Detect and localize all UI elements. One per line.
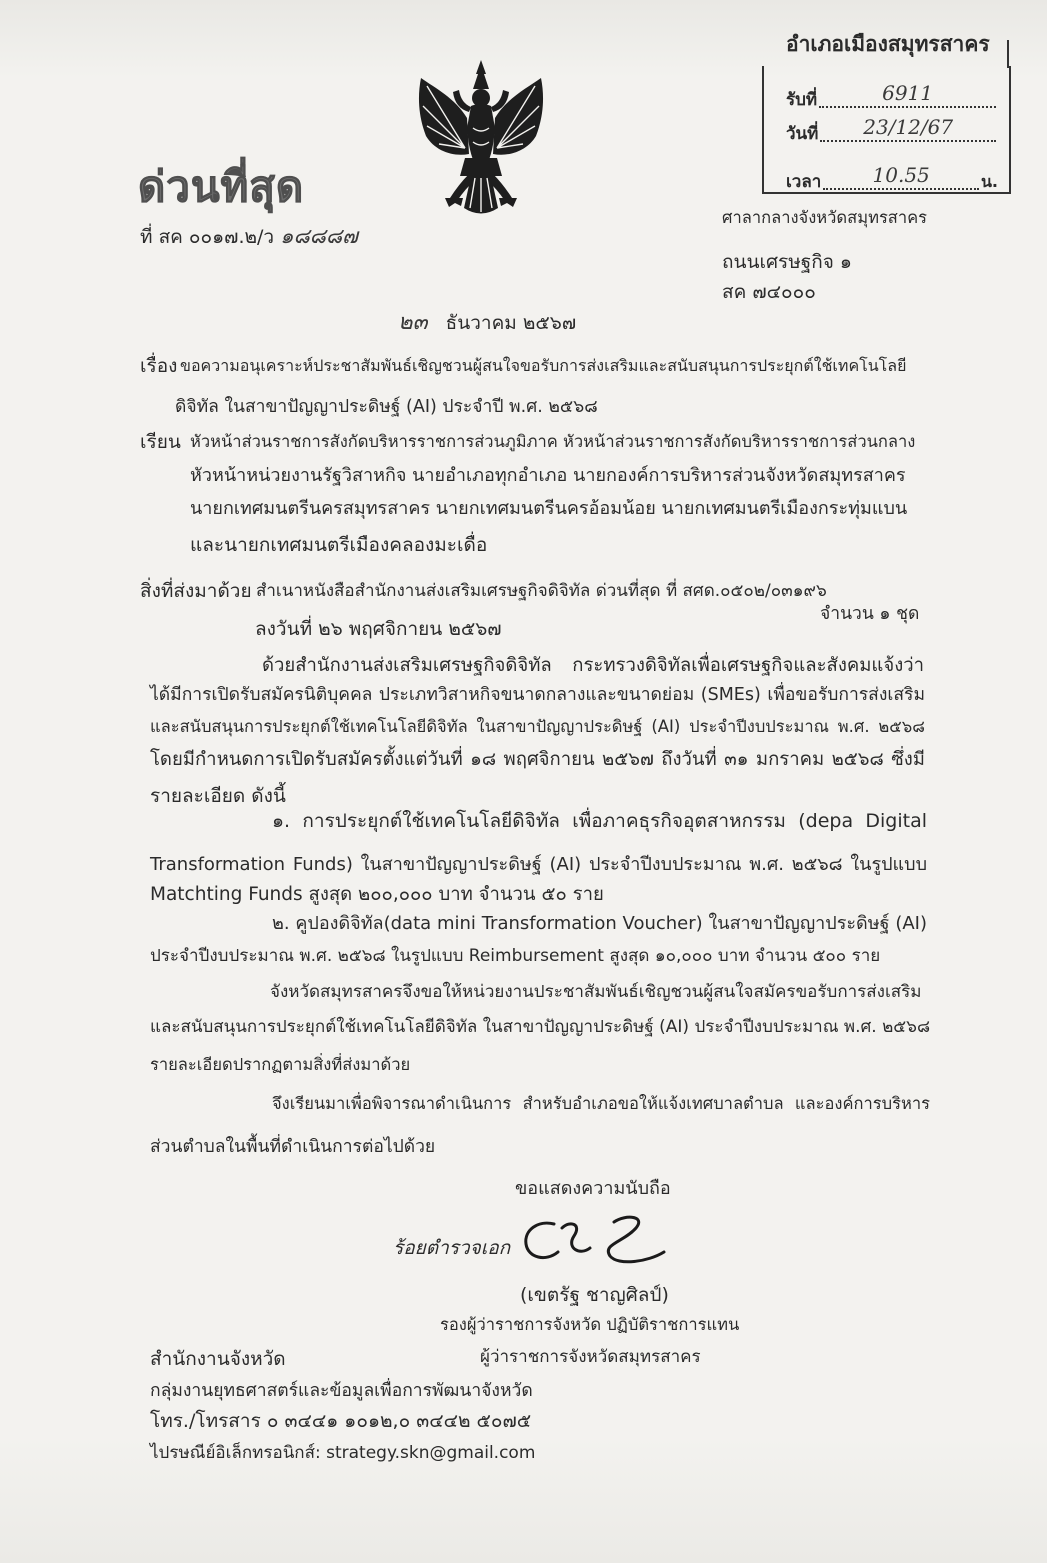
stamp-date-value: 23/12/67 bbox=[820, 114, 996, 142]
contact-phone-fax: โทร./โทรสาร ๐ ๓๔๔๑ ๑๐๑๒,๐ ๓๔๔๒ ๕๐๗๕ bbox=[150, 1410, 532, 1432]
stamp-office-title: อำเภอเมืองสมุทรสาคร bbox=[786, 32, 990, 56]
stamp-time-row bbox=[786, 162, 998, 195]
stamp-received-label: รับที่ bbox=[786, 90, 818, 110]
request-line: และสนับสนุนการประยุกต์ใช้เทคโนโลยีดิจิทัล ในสาขาปัญญาประดิษฐ์ (AI) ประจำปีงบประมาณ พ.ศ. ๒๕๖๘ bbox=[150, 1017, 931, 1037]
recipient-label: เรียน bbox=[140, 431, 181, 453]
stamp-date-label: วันที่ bbox=[786, 124, 819, 144]
signer-rank: ร้อยตำรวจเอก bbox=[393, 1237, 511, 1259]
urgency-stamp: ด่วนที่สุด bbox=[138, 162, 305, 211]
handwritten-signature bbox=[518, 1212, 668, 1274]
stamp-received-number: 6911 bbox=[819, 80, 996, 108]
recipient-line: นายกเทศมนตรีนครสมุทรสาคร นายกเทศมนตรีนครอ้อมน้อย นายกเทศมนตรีเมืองกระทุ่มแบน bbox=[190, 498, 908, 519]
list-item-line: ๑. การประยุกต์ใช้เทคโนโลยีดิจิทัล เพื่อภาคธุรกิจอุตสาหกรรม (depa Digital bbox=[272, 810, 927, 832]
subject-line: ดิจิทัล ในสาขาปัญญาประดิษฐ์ (AI) ประจำปี พ.ศ. ๒๕๖๘ bbox=[175, 397, 598, 417]
stamp-date-row bbox=[786, 114, 998, 147]
request-line: รายละเอียดปรากฏตามสิ่งที่ส่งมาด้วย bbox=[150, 1055, 411, 1074]
signer-position: รองผู้ว่าราชการจังหวัด ปฏิบัติราชการแทน bbox=[440, 1315, 740, 1334]
address-line-1: ศาลากลางจังหวัดสมุทรสาคร bbox=[722, 208, 928, 227]
subject-line: ขอความอนุเคราะห์ประชาสัมพันธ์เชิญชวนผู้สนใจขอรับการส่งเสริมและสนับสนุนการประยุกต์ใช้เทคโนโลยี bbox=[180, 356, 907, 375]
contact-email: ไปรษณีย์อิเล็กทรอนิกส์: strategy.skn@gmail.com bbox=[150, 1443, 536, 1463]
body-intro-line: ได้มีการเปิดรับสมัครนิติบุคคล ประเภทวิสาหกิจขนาดกลางและขนาดย่อม (SMEs) เพื่อขอรับการส่งเสริม bbox=[150, 685, 925, 705]
enclosure-label: สิ่งที่ส่งมาด้วย bbox=[140, 580, 252, 602]
enclosure-line: ลงวันที่ ๒๖ พฤศจิกายน ๒๕๖๗ bbox=[255, 618, 502, 640]
date-month-year: ธันวาคม ๒๕๖๗ bbox=[445, 312, 577, 334]
contact-division: กลุ่มงานยุทธศาสตร์และข้อมูลเพื่อการพัฒนาจังหวัด bbox=[150, 1381, 533, 1401]
recipient-line: หัวหน้าส่วนราชการสังกัดบริหารราชการส่วนภูมิภาค หัวหน้าส่วนราชการสังกัดบริหารราชการส่วนกลาง bbox=[190, 432, 916, 451]
address-line-2: ถนนเศรษฐกิจ ๑ bbox=[722, 251, 852, 273]
signer-position: ผู้ว่าราชการจังหวัดสมุทรสาคร bbox=[480, 1347, 701, 1367]
reference-prefix: ที่ สค ๐๐๑๗.๒/ว bbox=[140, 226, 275, 248]
address-line-3: สค ๗๔๐๐๐ bbox=[722, 281, 816, 303]
request-line: จังหวัดสมุทรสาครจึงขอให้หน่วยงานประชาสัมพันธ์เชิญชวนผู้สนใจสมัครขอรับการส่งเสริม bbox=[270, 982, 922, 1002]
recipient-line: หัวหน้าหน่วยงานรัฐวิสาหกิจ นายอำเภอทุกอำเภอ นายกองค์การบริหารส่วนจังหวัดสมุทรสาคร bbox=[190, 465, 906, 486]
recipient-line: และนายกเทศมนตรีเมืองคลองมะเดื่อ bbox=[190, 534, 488, 556]
closing-phrase: ขอแสดงความนับถือ bbox=[515, 1178, 671, 1199]
date-day-handwritten: ๒๓ bbox=[398, 310, 428, 335]
list-item-line: Transformation Funds) ในสาขาปัญญาประดิษฐ์ (AI) ประจำปีงบประมาณ พ.ศ. ๒๕๖๘ ในรูปแบบ bbox=[150, 854, 927, 875]
letter-date bbox=[398, 309, 698, 337]
body-intro-line: ด้วยสำนักงานส่งเสริมเศรษฐกิจดิจิทัล กระทรวงดิจิทัลเพื่อเศรษฐกิจและสังคมแจ้งว่า bbox=[262, 655, 924, 676]
stamp-received-row bbox=[786, 80, 998, 113]
stamp-time-unit: น. bbox=[980, 172, 998, 191]
body-intro-line: และสนับสนุนการประยุกต์ใช้เทคโนโลยีดิจิทัล ในสาขาปัญญาประดิษฐ์ (AI) ประจำปีงบประมาณ พ.ศ. ๒๕๖๘ bbox=[150, 717, 925, 736]
enclosure-quantity: จำนวน ๑ ชุด bbox=[820, 604, 920, 624]
body-intro-line: รายละเอียด ดังนี้ bbox=[150, 785, 286, 807]
reference-handwritten-number: ๑๘๘๘๗ bbox=[280, 224, 358, 248]
body-intro-line: โดยมีกำหนดการเปิดรับสมัครตั้งแต่วันที่ ๑๘ พฤศจิกายน ๒๕๖๗ ถึงวันที่ ๓๑ มกราคม ๒๕๖๘ ซึ่งมี bbox=[150, 749, 925, 770]
stamp-time-value: 10.55 bbox=[823, 162, 979, 190]
stamp-frame-edge bbox=[1007, 40, 1009, 68]
signer-name: (เขตรัฐ ชาญศิลป์) bbox=[520, 1284, 669, 1306]
garuda-emblem-icon bbox=[415, 58, 547, 220]
list-item-line: Matchting Funds สูงสุด ๒๐๐,๐๐๐ บาท จำนวน ๕๐ ราย bbox=[150, 884, 604, 905]
closing-request-line: ส่วนตำบลในพื้นที่ดำเนินการต่อไปด้วย bbox=[150, 1137, 436, 1157]
subject-label: เรื่อง bbox=[140, 355, 178, 377]
list-item-line: ๒. คูปองดิจิทัล(data mini Transformation Voucher) ในสาขาปัญญาประดิษฐ์ (AI) bbox=[272, 913, 927, 934]
reference-number-line bbox=[140, 222, 380, 251]
contact-office: สำนักงานจังหวัด bbox=[150, 1348, 286, 1370]
stamp-time-label: เวลา bbox=[786, 172, 822, 192]
closing-request-line: จึงเรียนมาเพื่อพิจารณาดำเนินการ สำหรับอำเภอขอให้แจ้งเทศบาลตำบล และองค์การบริหาร bbox=[272, 1094, 930, 1113]
enclosure-line: สำเนาหนังสือสำนักงานส่งเสริมเศรษฐกิจดิจิทัล ด่วนที่สุด ที่ สศด.๐๕๐๒/๐๓๑๙๖ bbox=[256, 581, 827, 601]
list-item-line: ประจำปีงบประมาณ พ.ศ. ๒๕๖๘ ในรูปแบบ Reimbursement สูงสุด ๑๐,๐๐๐ บาท จำนวน ๕๐๐ ราย bbox=[150, 946, 881, 966]
